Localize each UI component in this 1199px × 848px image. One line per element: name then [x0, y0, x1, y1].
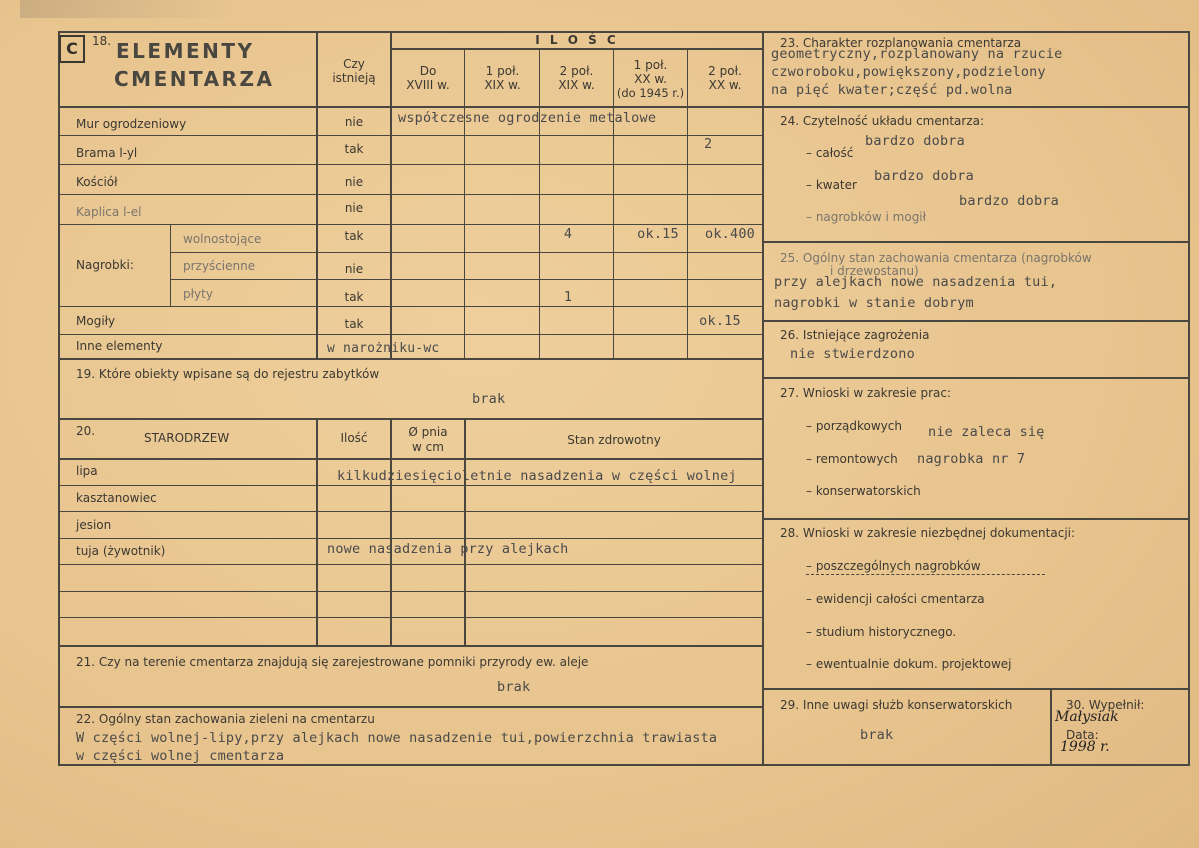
rule [170, 252, 762, 253]
row-kaplica-czy: nie [344, 201, 364, 215]
s25-line1: przy alejkach nowe nasadzenia tui, [774, 274, 1058, 290]
row-wolnostojace-czy: tak [344, 229, 364, 243]
period-1-l2: XVIII w. [406, 78, 450, 92]
row-kosciol-label: Kościół [76, 175, 118, 189]
col-czy-1: Czy [343, 57, 365, 71]
rule [58, 564, 762, 565]
s26-label: 26. Istniejące zagrożenia [780, 328, 930, 342]
period-4-l2: XX w. [634, 72, 667, 86]
rule [58, 617, 762, 618]
s25-label-2: i drzewostanu) [830, 264, 919, 278]
rule [58, 591, 762, 592]
rule [58, 418, 762, 420]
row-kaplica-label: Kaplica l-el [76, 205, 142, 219]
row-plyty-label: płyty [183, 287, 213, 301]
s23-line2: czworoboku,powiększony,podzielony [771, 64, 1046, 80]
row-mur-label: Mur ogrodzeniowy [76, 117, 187, 131]
rule [58, 485, 762, 486]
title-elementy: ELEMENTY [116, 39, 255, 63]
s22-line2: w części wolnej cmentarza [76, 748, 285, 764]
rule [58, 164, 762, 165]
rule [58, 511, 762, 512]
rule [58, 538, 762, 539]
s22-label: 22. Ogólny stan zachowania zieleni na cmentarzu [76, 712, 375, 726]
tree-row-4: tuja (żywotnik) [76, 544, 166, 558]
divider-center [762, 31, 764, 765]
row-wolnostojace-xix2: 4 [563, 226, 573, 242]
rule [58, 458, 762, 460]
paper-smudge [20, 0, 240, 18]
row-wolnostojace-xx2: ok.400 [705, 226, 755, 242]
period-2-l2: XIX w. [484, 78, 521, 92]
s30-label: 30. Wypełnił: [1066, 698, 1145, 712]
category-c-box: C [59, 35, 85, 63]
border-bottom [58, 764, 1190, 766]
signature-date: 1998 r. [1060, 739, 1110, 755]
s24-label: 24. Czytelność układu cmentarza: [780, 114, 985, 128]
s20-col-ilosc: Ilość [340, 431, 368, 445]
s26-value: nie stwierdzono [790, 346, 915, 362]
period-3-l1: 2 poł. [559, 64, 594, 78]
rule [58, 645, 762, 647]
s21-value: brak [497, 679, 531, 695]
s27-label: 27. Wnioski w zakresie prac: [780, 386, 952, 400]
s23-label: 23. Charakter rozplanowania cmentarza [780, 36, 1022, 50]
tree-row-4-note: nowe nasadzenia przy alejkach [327, 541, 569, 557]
s28-item-1: – poszczególnych nagrobków [806, 559, 1045, 575]
rule [687, 48, 688, 358]
rule [58, 224, 762, 225]
s22-line1: W części wolnej-lipy,przy alejkach nowe nasadzenie tui,powierzchnia trawiasta [76, 730, 718, 746]
col-czy-2: istnieją [332, 71, 376, 85]
s24-calosc-value: bardzo dobra [865, 133, 965, 149]
s19-label: 19. Które obiekty wpisane są do rejestru zabytków [76, 367, 380, 381]
s24-kwater: – kwater [806, 178, 857, 192]
nagrobki-label: Nagrobki: [76, 258, 134, 272]
s20-title: STARODRZEW [144, 431, 230, 445]
period-1-l1: Do [419, 64, 437, 78]
rule [464, 418, 466, 645]
s21-label: 21. Czy na terenie cmentarza znajdują się zarejestrowane pomniki przyrody ew. aleje [76, 655, 589, 669]
s28-item-3: – studium historycznego. [806, 625, 957, 639]
period-2-l1: 1 poł. [485, 64, 520, 78]
rule [762, 320, 1190, 322]
row-brama-czy: tak [344, 142, 364, 156]
period-4-l1: 1 poł. [633, 58, 668, 72]
period-3-l2: XIX w. [558, 78, 595, 92]
row-brama-xx2: 2 [704, 136, 713, 152]
tree-row-1: lipa [76, 464, 98, 478]
rule [762, 688, 1190, 690]
rule [762, 106, 1190, 108]
s20-col-stan: Stan zdrowotny [567, 433, 661, 447]
s30-data-label: Data: [1066, 728, 1099, 742]
s27-porz: – porządkowych [806, 419, 902, 433]
s20-col-pnia-2: w cm [412, 440, 444, 454]
ilosc-header: I L O Ś C [535, 33, 619, 47]
s29-value: brak [860, 727, 894, 743]
s19-value: brak [472, 391, 506, 407]
s27-rem-value: nagrobka nr 7 [917, 451, 1026, 467]
period-5-l1: 2 poł. [708, 64, 742, 78]
row-plyty-czy: tak [344, 290, 364, 304]
s23-line1: geometryczny,rozplanowany na rzucie [771, 46, 1063, 62]
period-4-l3: (do 1945 r.) [616, 86, 685, 100]
rule [58, 194, 762, 195]
border-right [1188, 31, 1190, 765]
s28-item-4: – ewentualnie dokum. projektowej [806, 657, 1012, 671]
tree-row-2: kasztanowiec [76, 491, 157, 505]
row-wolnostojace-label: wolnostojące [183, 232, 262, 246]
s29-label: 29. Inne uwagi służb konserwatorskich [780, 698, 1013, 712]
rule [390, 48, 762, 50]
row-mogily-czy: tak [344, 317, 364, 331]
rule [464, 48, 465, 358]
tree-row-3: jesion [76, 518, 112, 532]
rule [316, 418, 318, 645]
rule [58, 334, 762, 335]
s23-line3: na pięć kwater;część pd.wolna [771, 82, 1013, 98]
rule [1050, 688, 1052, 765]
rule [58, 358, 762, 360]
section-18-no: 18. [92, 34, 112, 48]
title-cmentarza: CMENTARZA [114, 67, 275, 91]
rule [58, 706, 762, 708]
s27-rem: – remontowych [806, 452, 898, 466]
row-inne-label: Inne elementy [76, 339, 163, 353]
s28-label: 28. Wnioski w zakresie niezbędnej dokumentacji: [780, 526, 1076, 540]
row-kosciol-czy: nie [344, 175, 364, 189]
row-przyscienne-label: przyścienne [183, 259, 256, 273]
s20-no: 20. [76, 424, 96, 438]
s24-kwater-value: bardzo dobra [874, 168, 974, 184]
s25-label: 25. Ogólny stan zachowania cmentarza (nagrobków [780, 251, 1092, 265]
s27-kons: – konserwatorskich [806, 484, 921, 498]
row-inne-czy: w narożniku-wc [327, 341, 440, 356]
s24-calosc: – całość [806, 146, 854, 160]
rule [58, 106, 762, 108]
rule [170, 224, 171, 306]
s24-nagrobkow-value: bardzo dobra [959, 193, 1059, 209]
rule [762, 377, 1190, 379]
s24-nagrobkow: – nagrobków i mogił [806, 210, 927, 224]
row-mogily-xx2: ok.15 [699, 313, 741, 329]
s20-col-pnia-1: Ø pnia [408, 425, 448, 439]
rule [762, 518, 1190, 520]
rule [170, 279, 762, 280]
rule [539, 48, 540, 358]
row-mur-note: współczesne ogrodzenie metalowe [398, 110, 657, 126]
rule [58, 135, 762, 136]
s27-porz-value: nie zaleca się [928, 424, 1045, 440]
border-left [58, 31, 60, 765]
rule [58, 306, 762, 307]
row-brama-label: Brama l-yl [76, 146, 138, 160]
rule [762, 241, 1190, 243]
tree-row-1-note: kilkudziesięcioletnie nasadzenia w części wolnej [337, 468, 737, 484]
row-mur-czy: nie [344, 115, 364, 129]
row-wolnostojace-xx1: ok.15 [637, 226, 679, 242]
row-mogily-label: Mogiły [76, 314, 116, 328]
row-plyty-xix2: 1 [563, 289, 573, 305]
period-5-l2: XX w. [708, 78, 742, 92]
row-przyscienne-czy: nie [344, 262, 364, 276]
signature-name: Małysiak [1055, 709, 1119, 725]
s25-line2: nagrobki w stanie dobrym [774, 295, 974, 311]
s28-item-2: – ewidencji całości cmentarza [806, 592, 985, 606]
